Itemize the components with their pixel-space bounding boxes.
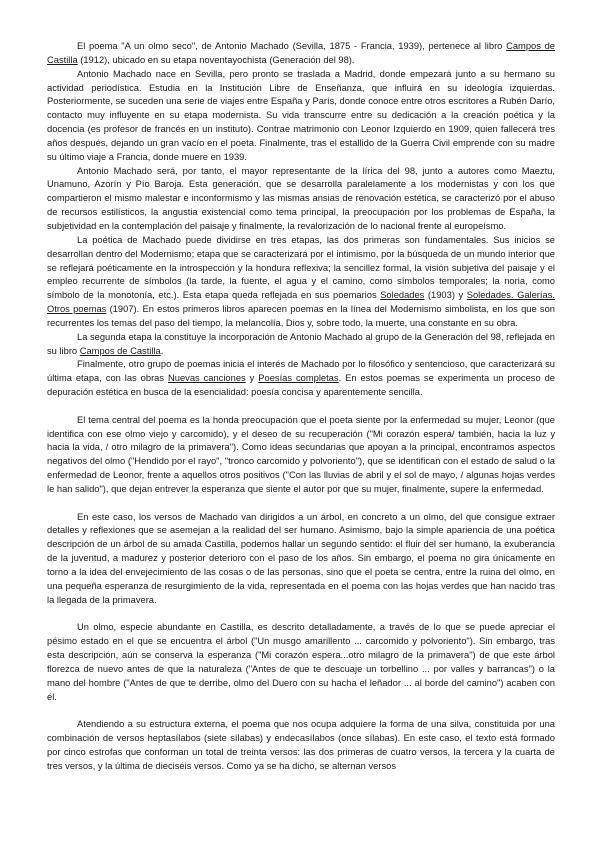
book-title: Soledades. Galerías. Otros poemas xyxy=(47,290,555,315)
text-run: Finalmente, otro grupo de poemas inicia el interés de Machado por lo filosófico y sentencioso, que caracterizará su última etapa, con las obras xyxy=(47,359,555,384)
text-run: . xyxy=(160,345,164,356)
text-run: Un olmo, especie abundante en Castilla, es descrito detalladamente, a través de lo que se puede apreciar el pésimo estado en el que se encuentra el árbol ("Un musgo amarillento ... carcomido y polvoriento"). Sin embargo, tras esta descripción, aún se conserva la esperanza ("Mi corazón espera...otro milagro de la primavera") de que este árbol florezca de nuevo antes de que la naturaleza ("Antes de que te descuaje un torbellino ... por valles y barrancas") o la mano del hombre ("Antes de que te derribe, olmo del Duero con su hacha el leñador ... al borde del camino") acaben con él. xyxy=(47,622,555,702)
book-title: Soledades xyxy=(380,290,425,301)
paragraph-6 xyxy=(47,358,555,400)
paragraph-8 xyxy=(47,511,555,608)
text-run: (1907). En estos primeros libros aparecen poemas en la línea del Modernismo simbolista, en los que son recurrentes los temas del paso del tiempo, la melancolía, Dios y, sobre todo, la muerte, una constante en su obra. xyxy=(47,304,556,328)
book-title: Campos de Castilla xyxy=(47,41,555,65)
text-run: Atendiendo a su estructura externa, el poema que nos ocupa adquiere la forma de una silva, constituida por una combinación de versos heptasílabos (siete sílabas) y endecasílabos (once sílabas). En este caso, el texto está formado por cinco estrofas que conforman un total de treinta versos: las dos primeras de cuatro versos, la tercera y la cuarta de tres versos, y la última de dieciséis versos. Como ya se ha dicho, se alternan versos xyxy=(47,719,555,771)
book-title: Poesías completas xyxy=(258,373,339,384)
paragraph-10 xyxy=(47,718,555,773)
paragraph-1 xyxy=(47,40,555,68)
paragraph-4 xyxy=(47,234,555,331)
text-run: Antonio Machado nace en Sevilla, pero pronto se traslada a Madrid, donde empezará junto a su hermano su actividad periodística. Estudia en la Institución Libre de Enseñanza, que influirá en su ideología izquierdas. Posteriormente, se suceden una serie de viajes entre España y París, donde conoce entre otros escritores a Rubén Darío, contacto muy influyente en su etapa modernista. Su vida transcurre entre su dedicación a la creación poética y la docencia (es profesor de francés en un instituto). Contrae matrimonio con Leonor Izquierdo en 1909, quien fallecerá tres años después, dejando un gran vacío en el poeta. Finalmente, tras el estallido de la Guerra Civil emprende con su madre su último viaje a Francia, donde muere en 1939. xyxy=(47,68,555,162)
book-title: Campos de Castilla xyxy=(79,345,161,356)
text-run: El poema "A un olmo seco", de Antonio Machado (Sevilla, 1875 - Francia, 1939), pertenece al libro xyxy=(77,41,507,51)
document-page xyxy=(47,40,555,774)
paragraph-9 xyxy=(47,621,555,704)
text-run: (1903) y xyxy=(424,290,467,301)
text-run: . En estos poemas se experimenta un proceso de depuración estética en busca de la esencialidad: poesía concisa y aparentemente sencilla. xyxy=(47,373,556,398)
text-run: La segunda etapa la constituye la incorporación de Antonio Machado al grupo de la Generación del 98, reflejada en su libro xyxy=(47,331,555,356)
text-run: Antonio Machado será, por tanto, el mayor representante de la lírica del 98, junto a autores como Maeztu, Unamuno, Azorín y Pío Baroja. Esta generación, que se desarrolla paralelamente a los modernistas y con los que compartieron el mismo malestar e inconformismo y las mismas ansias de renovación estética, se caracterizó por el abuso de recursos estilísticos, la angustia existencial como tema principal, la preocupación por los problemas de España, la subjetividad en la contemplación del paisaje y finalmente, la revalorización de lo nacional frente al europeísmo. xyxy=(47,165,555,231)
paragraph-3 xyxy=(47,165,555,234)
book-title: Nuevas canciones xyxy=(168,373,246,384)
text-run: El tema central del poema es la honda preocupación que el poeta siente por la enfermedad su mujer, Leonor (que identifica con ese olmo viejo y carcomido), y el deseo de su recuperación ("Mi corazón espera/ también, hacia la luz y hacia la vida, / otro milagro de la primavera"). Como ideas secundarias que apoyan a la principal, encontramos aspectos negativos del olmo ("Hendido por el rayo", "tronco carcomido y polvoriento"), que se identifican con el estado de salud o la enfermedad de Leonor, frente a aquellos otros positivos ("Con las lluvias de abril y el sol de mayo, / algunas hojas verdes le han salido"), que dejan entrever la esperanza que siente el autor por que su mujer, finalmente, supere la enfermedad. xyxy=(47,414,555,494)
text-run: (1912), ubicado en su etapa noventayochista (Generación del 98). xyxy=(77,54,355,65)
paragraph-7 xyxy=(47,414,555,497)
paragraph-5 xyxy=(47,331,555,359)
text-run: La poética de Machado puede dividirse en tres etapas, las dos primeras son fundamentales. Sus inicios se desarrollan dentro del Modernismo; etapa que se caracterizará por el intimismo, por la búsqueda de un mundo interior que se reflejará poéticamente en la introspección y la hondura reflexiva; la sencillez formal, la visión subjetiva del paisaje y el empleo recurrente de símbolos (la tarde, la fuente, el agua y el camino, como símbolos temporales; la noria, como símbolo de la monotonía, etc.). Esta etapa queda reflejada en sus poemarios xyxy=(47,234,555,301)
text-run: En este caso, los versos de Machado van dirigidos a un árbol, en concreto a un olmo, del que consigue extraer detalles y reflexiones que se asemejan a la realidad del ser humano. Asimismo, bajo la simple apariencia de una poética descripción de un árbol de su amada Castilla, podemos hallar un segundo sentido: el fluir del ser humano, la exuberancia de la juventud, a madurez y posterior deterioro con el paso de los años. Sin embargo, el poema no gira únicamente en torno a la idea del envejecimiento de las cosas o de las personas, sino que el poeta se centra, entre la ruina del olmo, en una pequeña esperanza de resurgimiento de la vida, representada en el poema con las hojas verdes que han nacido tras la llegada de la primavera. xyxy=(47,511,555,605)
text-run: y xyxy=(245,373,259,384)
paragraph-2 xyxy=(47,68,555,165)
